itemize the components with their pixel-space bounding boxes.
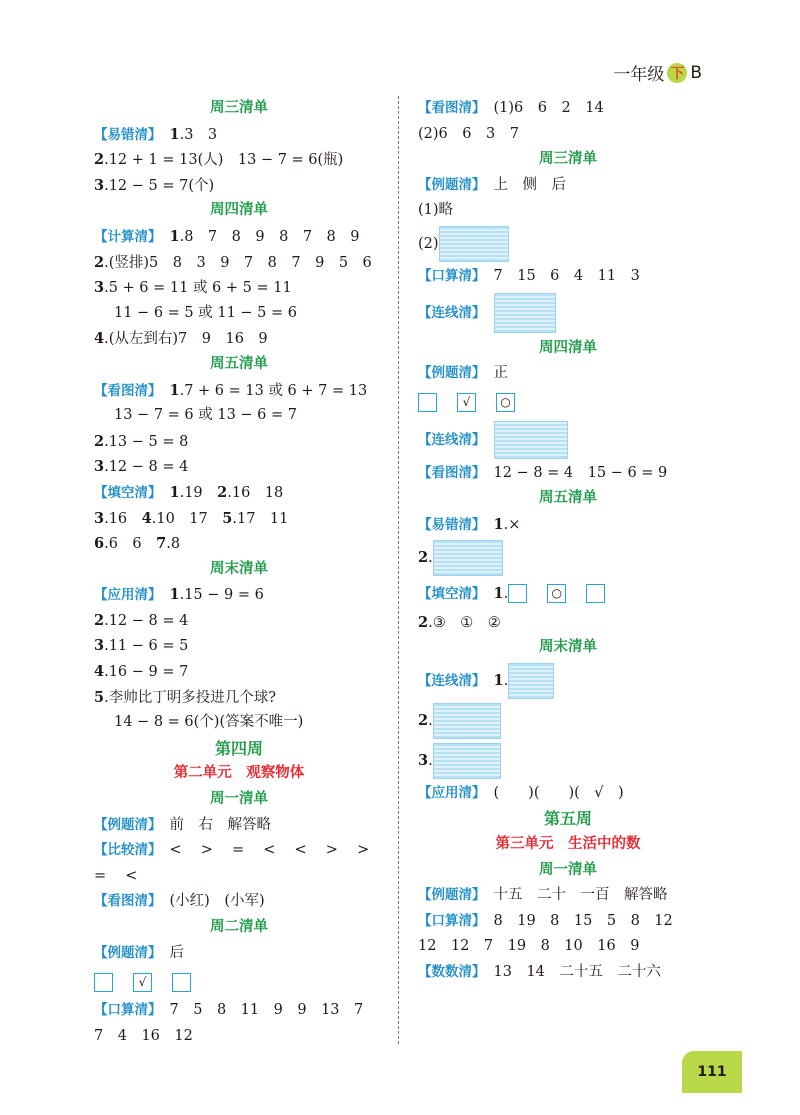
category-tag: 【口算清】	[418, 912, 486, 929]
category-tag: 【连线清】	[418, 304, 486, 321]
answer-line: 【计算清】 1.8 7 8 9 8 7 8 9	[94, 227, 360, 245]
answer-box	[586, 584, 605, 603]
answer-line: 3.16 4.10 17 5.17 11	[94, 509, 289, 527]
answer-box: √	[133, 973, 152, 992]
answer-line: 【数数清】 13 14 二十五 二十六	[418, 963, 661, 980]
category-tag: 【连线清】	[418, 672, 486, 689]
answer-line: 5.李帅比丁明多投进几个球?	[94, 688, 276, 706]
category-tag: 【连线清】	[418, 431, 486, 448]
category-tag: 【计算清】	[94, 228, 162, 245]
answer-line: 3.	[418, 741, 718, 781]
category-tag: 【例题清】	[94, 816, 162, 833]
column-divider	[398, 96, 399, 1044]
category-tag: 【例题清】	[418, 176, 486, 193]
answer-line: 4.(从左到右)7 9 16 9	[94, 330, 268, 348]
matching-image	[508, 663, 554, 699]
section-heading: 周五清单	[539, 490, 597, 507]
grade-label: 一年级	[613, 65, 665, 85]
answer-line: 【填空清】 1.19 2.16 18	[94, 483, 284, 501]
answer-line: 【看图清】 12 − 8 = 4 15 − 6 = 9	[418, 464, 668, 481]
category-tag: 【看图清】	[418, 464, 486, 481]
right-column	[418, 96, 718, 985]
answer-line: 【口算清】 7 15 6 4 11 3	[418, 267, 640, 284]
category-tag: 【易错清】	[94, 126, 162, 143]
page-header	[613, 60, 702, 85]
answer-line: 【例题清】 上 侧 后	[418, 176, 566, 193]
unit-heading: 第三单元 生活中的数	[495, 835, 641, 852]
category-tag: 【应用清】	[94, 587, 162, 604]
answer-line: 【填空清】 1. ○	[418, 578, 718, 610]
matching-image	[433, 743, 501, 779]
unit-heading: 第二单元 观察物体	[173, 765, 305, 782]
section-heading: 周四清单	[539, 339, 597, 356]
category-tag: 【比较清】	[94, 842, 162, 859]
answer-image	[433, 540, 503, 576]
answer-box	[94, 973, 113, 992]
answer-line: 3.12 − 8 = 4	[94, 458, 189, 476]
answer-box: ○	[547, 584, 566, 603]
answer-box	[418, 393, 437, 412]
category-tag: 【应用清】	[418, 784, 486, 801]
category-tag: 【例题清】	[418, 887, 486, 904]
answer-line	[418, 290, 718, 336]
answer-line: 12 12 7 19 8 10 16 9	[418, 938, 640, 955]
answer-line: 【连线清】 1.	[418, 661, 718, 701]
term-badge: 下	[667, 63, 687, 83]
answer-line: 3.12 − 5 = 7(个)	[94, 176, 215, 194]
answer-line: 2.	[418, 538, 718, 578]
answer-line: 【看图清】 1.7 + 6 = 13 或 6 + 7 = 13	[94, 381, 368, 399]
answer-line: 11 − 6 = 5 或 11 − 5 = 6	[114, 304, 297, 321]
matching-image	[494, 421, 568, 459]
answer-line: 【口算清】 7 5 8 11 9 9 13 7	[94, 1002, 364, 1019]
answer-line: 2.③ ① ②	[418, 613, 501, 631]
answer-line: 【看图清】 (1)6 6 2 14	[418, 100, 604, 116]
answer-line: 3.5 + 6 = 11 或 6 + 5 = 11	[94, 279, 292, 297]
answer-line: 【比较清】 < > = < < > >	[94, 842, 370, 859]
answer-line: 2.13 − 5 = 8	[94, 432, 189, 450]
answer-line: 2.	[418, 701, 718, 741]
answer-line	[94, 966, 384, 998]
answer-line: 2.12 + 1 = 13(人) 13 − 7 = 6(瓶)	[94, 151, 344, 169]
week-heading: 第四周	[214, 738, 263, 758]
category-tag: 【易错清】	[418, 516, 486, 533]
answer-line: 【看图清】 (小红) (小军)	[94, 893, 265, 910]
answer-line: 6.6 6 7.8	[94, 535, 181, 553]
answer-line: 14 − 8 = 6(个)(答案不唯一)	[114, 714, 304, 731]
section-heading: 周一清单	[210, 791, 268, 808]
answer-line: 【易错清】 1.×	[418, 515, 521, 533]
left-column	[94, 96, 384, 1049]
category-tag: 【数数清】	[418, 963, 486, 980]
answer-line: 3.11 − 6 = 5	[94, 637, 189, 655]
answer-line: 2.12 − 8 = 4	[94, 611, 189, 629]
answer-line: 【应用清】 ( )( )( √ )	[418, 784, 624, 801]
answer-line: 【例题清】 前 右 解答略	[94, 816, 271, 833]
section-heading: 周四清单	[210, 202, 268, 219]
category-tag: 【填空清】	[94, 484, 162, 501]
category-tag: 【看图清】	[94, 893, 162, 910]
answer-line: = <	[94, 867, 138, 884]
answer-line: 13 − 7 = 6 或 13 − 6 = 7	[114, 407, 297, 424]
answer-box: ○	[496, 393, 515, 412]
page-number: 111	[682, 1051, 742, 1093]
category-tag: 【填空清】	[418, 585, 486, 602]
edition-label: B	[690, 62, 702, 83]
answer-line: 【例题清】 后	[94, 944, 184, 961]
section-heading: 周一清单	[539, 861, 597, 878]
answer-box: √	[457, 393, 476, 412]
answer-line: 2.(竖排)5 8 3 9 7 8 7 9 5 6	[94, 253, 372, 271]
section-heading: 周二清单	[210, 919, 268, 935]
answer-line	[418, 419, 718, 461]
section-heading: 周末清单	[539, 639, 597, 656]
answer-box	[172, 973, 191, 992]
category-tag: 【口算清】	[94, 1002, 162, 1019]
answer-line: 【例题清】 正	[418, 365, 508, 382]
section-heading: 周三清单	[539, 151, 597, 168]
answer-image	[439, 226, 509, 262]
section-heading: 周五清单	[210, 355, 268, 372]
section-heading: 周末清单	[210, 560, 268, 577]
answer-line: 【应用清】 1.15 − 9 = 6	[94, 586, 264, 604]
category-tag: 【看图清】	[94, 382, 162, 399]
answer-line: 【例题清】 十五 二十 一百 解答略	[418, 887, 668, 904]
answer-box	[508, 584, 527, 603]
answer-line: (2)	[418, 224, 718, 264]
answer-line: 【口算清】 8 19 8 15 5 8 12	[418, 912, 673, 929]
category-tag: 【例题清】	[94, 944, 162, 961]
answer-line: (1)略	[418, 202, 454, 219]
category-tag: 【口算清】	[418, 267, 486, 284]
matching-image	[494, 293, 556, 333]
section-heading: 周三清单	[210, 100, 268, 116]
week-heading: 第五周	[543, 809, 592, 829]
answer-line	[418, 387, 718, 419]
answer-line: (2)6 6 3 7	[418, 125, 519, 142]
category-tag: 【看图清】	[418, 100, 486, 116]
matching-image	[433, 703, 501, 739]
answer-line: 【易错清】 1.3 3	[94, 125, 218, 143]
category-tag: 【例题清】	[418, 365, 486, 382]
answer-line: 7 4 16 12	[94, 1027, 193, 1044]
answer-line: 4.16 − 9 = 7	[94, 663, 189, 681]
